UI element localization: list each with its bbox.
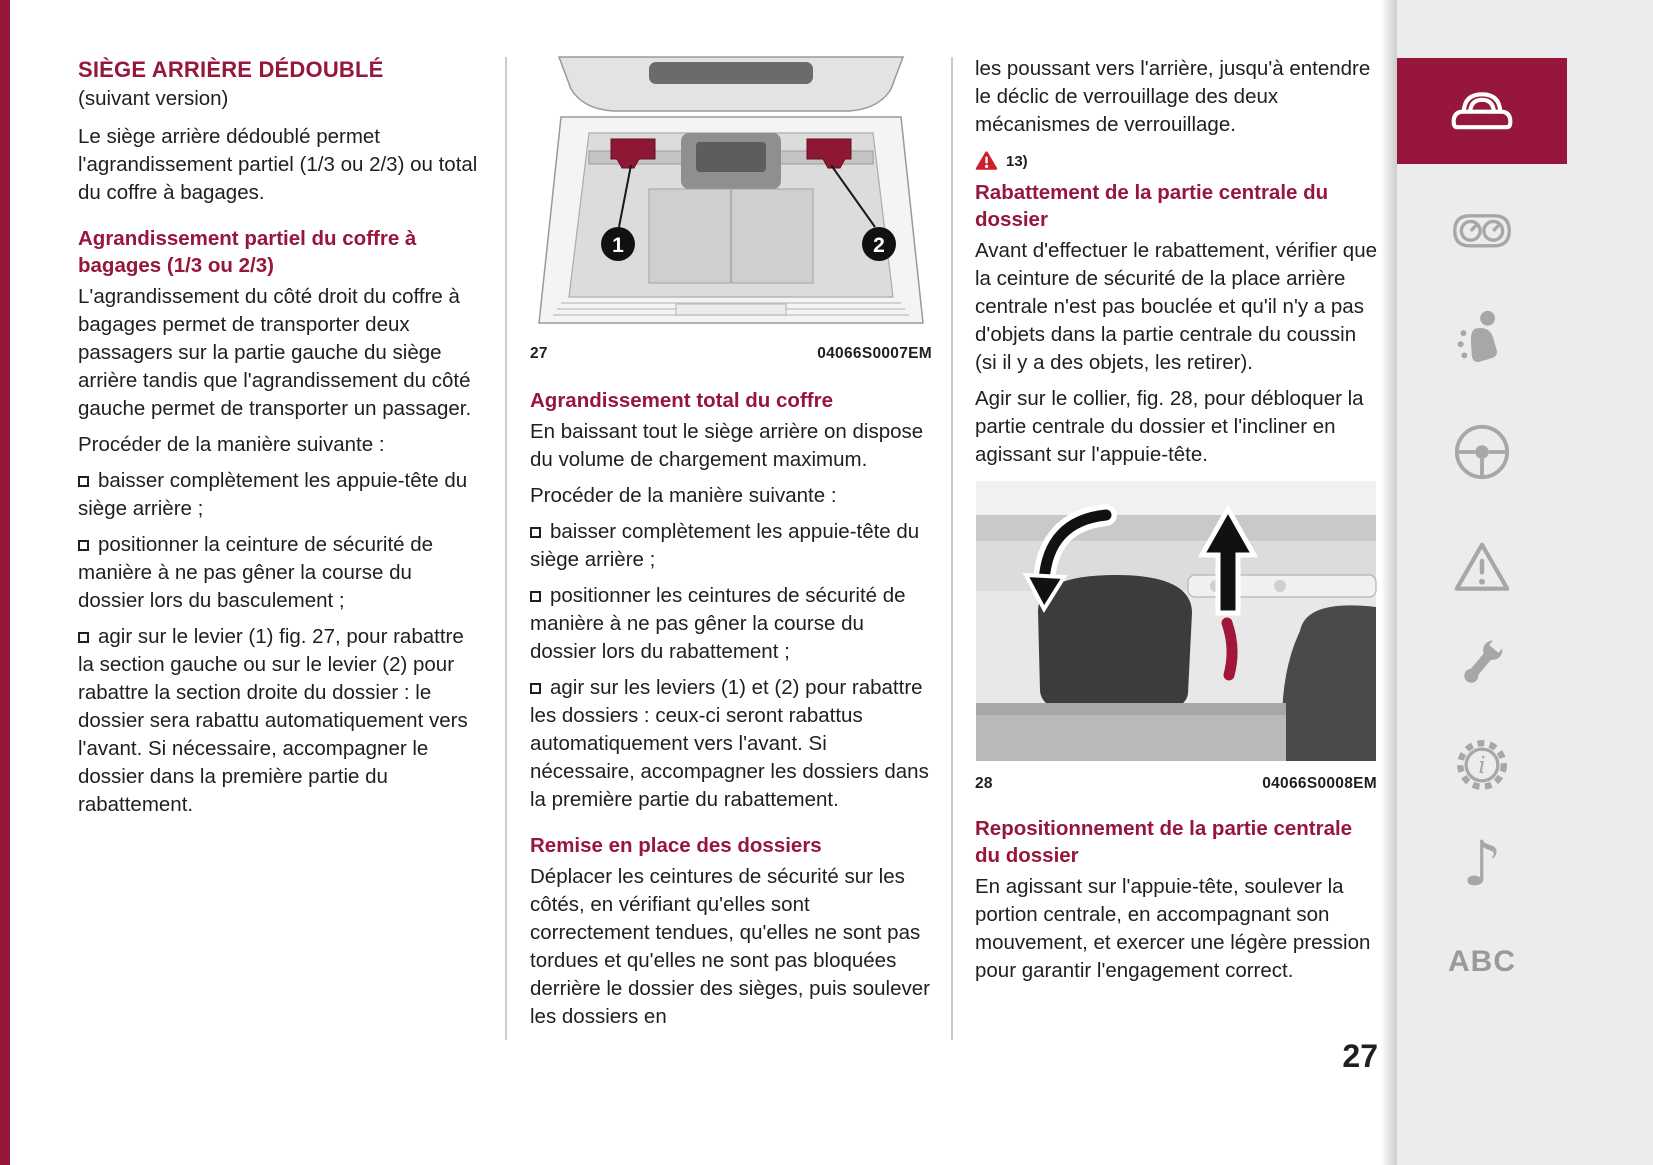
- figure-code: 04066S0008EM: [1262, 775, 1377, 792]
- square-bullet-icon: [78, 540, 89, 551]
- paragraph: Procéder de la manière suivante :: [530, 484, 837, 507]
- sidebar-item-index[interactable]: [1397, 942, 1567, 982]
- bullet-text: baisser complètement les appuie-tête du siège arrière ;: [530, 520, 920, 571]
- paragraph: Déplacer les ceintures de sécurité sur les côtés, en vérifiant qu'elles sont correctement tendues, qu'elles ne sont pas tordues et qu'elles ne sont pas bloquées derrière le dossier des sièges, puis soulever les dossiers en: [530, 865, 930, 1028]
- list-item: [78, 623, 480, 819]
- info-gear-icon: [1453, 736, 1511, 794]
- figure-27-illustration: [530, 55, 932, 331]
- paragraph-intro: Le siège arrière dédoublé permet l'agrandissement partiel (1/3 ou 2/3) ou total du coffre à bagages.: [78, 125, 478, 204]
- sidebar-item-emergency[interactable]: [1397, 538, 1567, 596]
- section-title: SIÈGE ARRIÈRE DÉDOUBLÉ: [78, 57, 384, 82]
- warning-note-reference: [975, 151, 1377, 171]
- paragraph: Agir sur le collier, fig. 28, pour débloquer la partie centrale du dossier et l'incliner en agissant sur l'appuie-tête.: [975, 387, 1364, 466]
- svg-text:2: 2: [873, 234, 885, 257]
- note-number: 13): [1006, 152, 1028, 170]
- svg-text:1: 1: [612, 234, 624, 257]
- release-strap: [1227, 623, 1232, 675]
- paragraph: Procéder de la manière suivante :: [78, 433, 385, 456]
- paragraph: En agissant sur l'appuie-tête, soulever la portion centrale, en accompagnant son mouvement, et exercer une légère pression pour garantir l'engagement correct.: [975, 875, 1371, 982]
- heading-total-enlargement: Agrandissement total du coffre: [530, 389, 833, 412]
- figure-number: 28: [975, 775, 993, 792]
- sidebar-item-driving[interactable]: [1397, 422, 1567, 482]
- sidebar-item-safety[interactable]: [1397, 306, 1567, 370]
- heading-backrest-repositioning: Remise en place des dossiers: [530, 834, 822, 857]
- column-3: [975, 55, 1377, 993]
- square-bullet-icon: [530, 527, 541, 538]
- steering-wheel-icon: [1453, 423, 1511, 481]
- sidebar-item-multimedia[interactable]: [1397, 828, 1567, 900]
- airbag-person-icon: [1456, 309, 1508, 367]
- square-bullet-icon: [530, 683, 541, 694]
- sidebar-item-technical-data[interactable]: [1397, 735, 1567, 795]
- list-item: [530, 674, 932, 814]
- paragraph-continued: les poussant vers l'arrière, jusqu'à entendre le déclic de verrouillage des deux mécanismes de verrouillage.: [975, 57, 1371, 136]
- wrench-icon: [1454, 635, 1510, 691]
- left-accent-stripe: [0, 0, 10, 1165]
- square-bullet-icon: [530, 591, 541, 602]
- svg-text:i: i: [1478, 751, 1486, 780]
- music-note-icon: ♪: [1462, 827, 1502, 900]
- figure-28-caption: [975, 775, 1377, 793]
- column-1: [78, 55, 480, 827]
- heading-partial-enlargement: Agrandissement partiel du coffre à bagages (1/3 ou 2/3): [78, 227, 417, 277]
- car-icon: [1450, 87, 1514, 135]
- callout-2: [862, 227, 896, 261]
- column-2: [530, 55, 932, 1039]
- square-bullet-icon: [78, 476, 89, 487]
- list-item: [78, 531, 480, 615]
- square-bullet-icon: [78, 632, 89, 643]
- heading-centre-repositioning: Repositionnement de la partie centrale du dossier: [975, 817, 1353, 867]
- sidebar-item-vehicle[interactable]: [1397, 58, 1567, 164]
- callout-1: [601, 227, 635, 261]
- instrument-cluster-icon: [1451, 212, 1513, 250]
- paragraph: L'agrandissement du côté droit du coffre à bagages permet de transporter deux passagers sur la partie gauche du siège arrière tandis que l'agrandissement du côté gauche permet de transporter un passager.: [78, 285, 472, 420]
- warning-triangle-icon: [1453, 541, 1511, 593]
- bullet-text: baisser complètement les appuie-tête du siège arrière ;: [78, 469, 468, 520]
- page-number: 27: [1342, 1038, 1378, 1074]
- paragraph: Avant d'effectuer le rabattement, vérifier que la ceinture de sécurité de la place arrière centrale n'est pas bouclée et qu'il n'y a pas d'objets dans la partie centrale du coussin (si il y a des objets, les retirer).: [975, 239, 1378, 374]
- bullet-text: agir sur les leviers (1) et (2) pour rabattre les dossiers : ceux-ci seront rabattus automatiquement vers l'avant. Si nécessaire, accompagner les dossiers dans la première partie du rabattement.: [530, 676, 929, 811]
- paragraph: En baissant tout le siège arrière on dispose du volume de chargement maximum.: [530, 420, 924, 471]
- list-item: [78, 467, 480, 523]
- sidebar-item-dashboard[interactable]: [1397, 200, 1567, 262]
- figure-27: [530, 55, 932, 363]
- figure-number: 27: [530, 345, 548, 362]
- figure-28: [975, 481, 1377, 793]
- figure-code: 04066S0007EM: [817, 345, 932, 362]
- bullet-text: positionner la ceinture de sécurité de manière à ne pas gêner la course du dossier lors du basculement ;: [78, 533, 434, 612]
- column-divider: [951, 57, 953, 1040]
- bullet-text: agir sur le levier (1) fig. 27, pour rabattre la section gauche ou sur le levier (2) pour rabattre la section droite du dossier : le dossier sera rabattu automatiquement vers l'avant. Si nécessaire, accompagner le dossier dans la première partie du rabattement.: [78, 625, 468, 816]
- bullet-text: positionner les ceintures de sécurité de manière à ne pas gêner la course du dossier lors du rabattement ;: [530, 584, 906, 663]
- figure-28-illustration: [975, 481, 1377, 761]
- list-item: [530, 518, 932, 574]
- section-subtitle: (suivant version): [78, 87, 229, 110]
- column-divider: [505, 57, 507, 1040]
- list-item: [530, 582, 932, 666]
- sidebar-item-maintenance[interactable]: [1397, 632, 1567, 694]
- warning-triangle-red-icon: [975, 151, 998, 171]
- heading-centre-folding: Rabattement de la partie centrale du dossier: [975, 181, 1329, 231]
- abc-index-label: ABC: [1448, 945, 1516, 978]
- figure-27-caption: [530, 345, 932, 363]
- chapter-sidebar: [1397, 0, 1653, 1165]
